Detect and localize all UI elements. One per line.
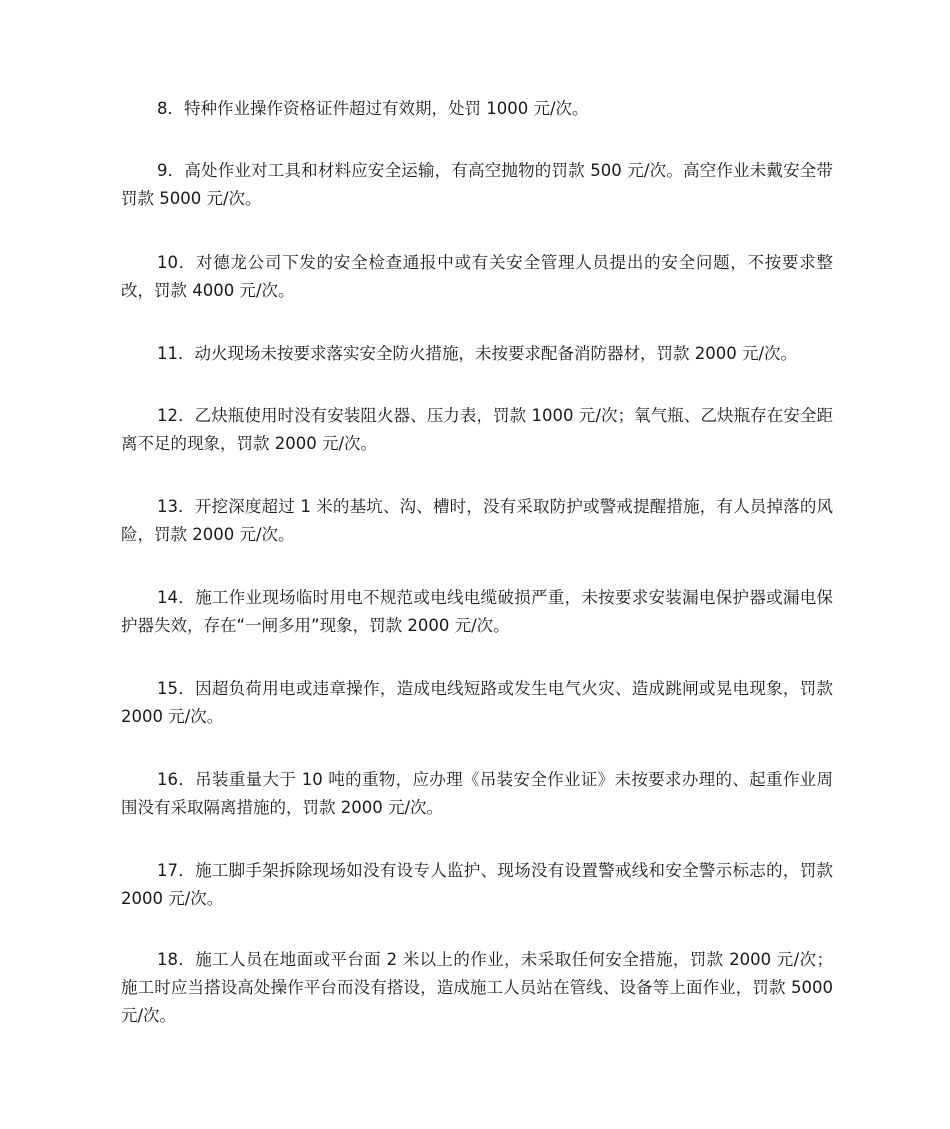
rule-item-17: 17．施工脚手架拆除现场如没有设专人监护、现场没有设置警戒线和安全警示标志的，罚款 2000 元/次。 [121, 861, 833, 908]
rule-item-15: 15．因超负荷用电或违章操作，造成电线短路或发生电气火灾、造成跳闸或晃电现象，罚款 2000 元/次。 [121, 679, 833, 726]
rule-item-16: 16．吊装重量大于 10 吨的重物，应办理《吊装安全作业证》未按要求办理的、起重作业周围没有采取隔离措施的，罚款 2000 元/次。 [121, 770, 833, 817]
rule-item-8: 8．特种作业操作资格证件超过有效期，处罚 1000 元/次。 [157, 99, 589, 118]
rule-item-9: 9．高处作业对工具和材料应安全运输，有高空抛物的罚款 500 元/次。高空作业未戴安全带罚款 5000 元/次。 [121, 161, 833, 208]
rule-item-10: 10．对德龙公司下发的安全检查通报中或有关安全管理人员提出的安全问题，不按要求整改，罚款 4000 元/次。 [121, 253, 833, 300]
rule-item-18: 18．施工人员在地面或平台面 2 米以上的作业，未采取任何安全措施，罚款 2000 元/次；施工时应当搭设高处操作平台而没有搭设，造成施工人员站在管线、设备等上面作业，罚款 5000 元/次。 [121, 950, 833, 1025]
rule-item-11: 11．动火现场未按要求落实安全防火措施，未按要求配备消防器材，罚款 2000 元/次。 [157, 344, 798, 363]
rule-item-14: 14．施工作业现场临时用电不规范或电线电缆破损严重，未按要求安装漏电保护器或漏电保护器失效，存在“一闸多用”现象，罚款 2000 元/次。 [121, 588, 833, 635]
rule-item-13: 13．开挖深度超过 1 米的基坑、沟、槽时，没有采取防护或警戒提醒措施，有人员掉落的风险，罚款 2000 元/次。 [121, 497, 833, 544]
rule-item-12: 12．乙炔瓶使用时没有安装阻火器、压力表，罚款 1000 元/次；氧气瓶、乙炔瓶存在安全距离不足的现象，罚款 2000 元/次。 [121, 406, 833, 453]
